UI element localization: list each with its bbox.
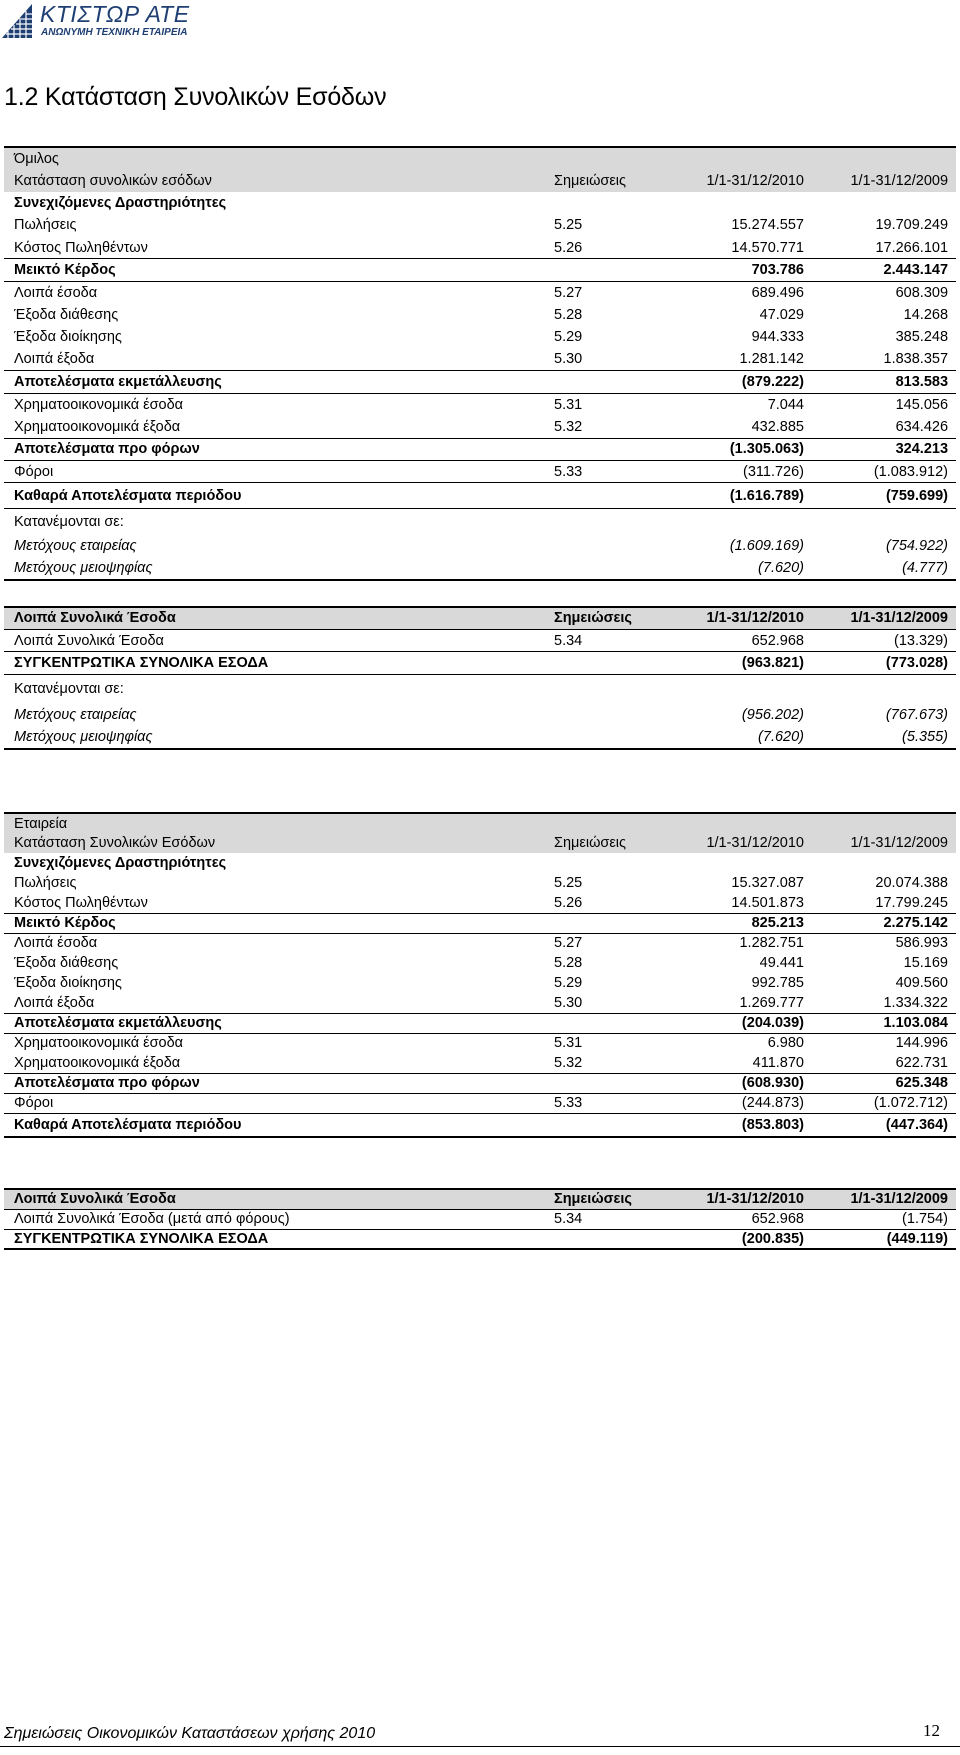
company-income-table — [4, 812, 956, 1138]
row-note: 5.30 — [554, 351, 583, 368]
row-label: Χρηματοοικονομικά έξοδα — [14, 418, 181, 435]
row-value-2010: 703.786 — [662, 259, 812, 281]
row-value-2010: 15.327.087 — [731, 875, 804, 891]
row-value-2009: (449.119) — [812, 1229, 956, 1249]
row-label: Χρηματοοικονομικά έξοδα — [14, 1054, 181, 1071]
row-value-2009: (13.329) — [812, 629, 956, 651]
header-cell: Κατάσταση συνολικών εσόδων — [4, 169, 544, 191]
company-name: ΚΤΙΣΤΩΡ ΑΤΕ — [40, 1, 190, 27]
company-title: Εταιρεία — [4, 813, 956, 833]
row-label: Αποτελέσματα εκμετάλλευσης — [4, 371, 544, 393]
row-label: Πωλήσεις — [14, 217, 77, 234]
row-value-2009: 1.838.357 — [883, 351, 949, 368]
row-note — [544, 535, 662, 557]
row-value-2009: 144.996 — [812, 1033, 956, 1053]
row-note: 5.33 — [544, 1093, 662, 1113]
table-row — [4, 933, 956, 953]
row-value-2010: (200.835) — [662, 1229, 812, 1249]
row-label: Λοιπά έσοδα — [4, 281, 544, 303]
row-label: Κόστος Πωληθέντων — [14, 894, 148, 911]
row-value-2009: 19.709.249 — [875, 217, 949, 234]
table-row — [4, 629, 956, 651]
row-note — [544, 1073, 662, 1093]
row-note: 5.29 — [554, 975, 583, 991]
row-value-2009: (1.072.712) — [812, 1093, 956, 1113]
table-row — [4, 1013, 956, 1033]
row-value-2009: 409.560 — [895, 975, 948, 991]
row-note: 5.28 — [554, 955, 583, 971]
row-value-2010: 825.213 — [662, 913, 812, 933]
row-value-2010: 6.980 — [662, 1033, 812, 1053]
row-note: 5.34 — [544, 629, 662, 651]
row-value-2010: 1.281.142 — [739, 351, 804, 368]
row-note: 5.31 — [544, 1033, 662, 1053]
company-header — [0, 0, 960, 44]
row-value-2009: 813.583 — [812, 371, 956, 393]
row-value-2010: 14.501.873 — [731, 894, 804, 911]
row-note — [544, 557, 662, 579]
table-row — [4, 973, 956, 993]
row-label: Μεικτό Κέρδος — [4, 913, 544, 933]
row-value-2009: 622.731 — [895, 1054, 948, 1071]
header-cell: Λοιπά Συνολικά Έσοδα — [4, 1189, 544, 1209]
row-value-2009: 17.799.245 — [875, 894, 948, 911]
table-row — [4, 652, 956, 674]
row-label: ΣΥΓΚΕΝΤΡΩΤΙΚΑ ΣΥΝΟΛΙΚΑ ΕΣΟΔΑ — [4, 1229, 544, 1249]
table-row — [4, 893, 956, 913]
section-label: Συνεχιζόμενες Δραστηριότητες — [14, 855, 227, 871]
table-row — [4, 214, 956, 236]
row-value-2010: 1.269.777 — [739, 994, 804, 1011]
row-value-2009: (754.922) — [885, 538, 949, 555]
row-value-2010: (1.616.789) — [662, 483, 812, 509]
row-value-2010: (608.930) — [662, 1073, 812, 1093]
section-label: Συνεχιζόμενες Δραστηριότητες — [14, 194, 227, 211]
row-label: Αποτελέσματα εκμετάλλευσης — [4, 1013, 544, 1033]
table-row — [4, 953, 956, 973]
table-row — [4, 1113, 956, 1137]
row-note: 5.32 — [554, 1054, 583, 1071]
row-value-2010: 411.870 — [752, 1054, 804, 1071]
row-value-2010: (853.803) — [662, 1113, 812, 1137]
table-row — [4, 1229, 956, 1249]
row-value-2009: 15.169 — [903, 955, 948, 971]
row-label: Λοιπά έξοδα — [14, 994, 95, 1011]
row-value-2009: 2.275.142 — [812, 913, 956, 933]
row-note — [544, 438, 662, 460]
row-label: Αποτελέσματα προ φόρων — [4, 438, 544, 460]
row-label: Φόροι — [4, 460, 544, 482]
allocated-label: Κατανέμονται σε: — [4, 509, 956, 535]
row-value-2010: 49.441 — [759, 955, 804, 971]
row-value-2009: 586.993 — [812, 933, 956, 953]
row-value-2009: 20.074.388 — [875, 875, 948, 891]
row-label: ΣΥΓΚΕΝΤΡΩΤΙΚΑ ΣΥΝΟΛΙΚΑ ΕΣΟΔΑ — [4, 652, 544, 674]
table-row — [4, 460, 956, 482]
header-cell: 1/1-31/12/2010 — [662, 607, 812, 629]
row-value-2010: (879.222) — [662, 371, 812, 393]
row-value-2010: 15.274.557 — [731, 217, 804, 234]
building-logo-icon — [2, 4, 32, 38]
row-value-2010: (244.873) — [662, 1093, 812, 1113]
row-value-2010: (311.726) — [662, 460, 812, 482]
header-cell: Λοιπά Συνολικά Έσοδα — [4, 607, 544, 629]
table-row — [4, 557, 956, 579]
row-value-2010: 1.282.751 — [662, 933, 812, 953]
row-note — [544, 727, 662, 749]
row-note — [544, 1229, 662, 1249]
row-value-2009: 1.103.084 — [812, 1013, 956, 1033]
row-value-2009: 1.334.322 — [883, 994, 948, 1011]
row-value-2010: (963.821) — [662, 652, 812, 674]
table-row — [4, 1209, 956, 1229]
allocated-label-row — [4, 674, 956, 704]
row-value-2010: (1.609.169) — [729, 538, 804, 555]
row-note: 5.26 — [554, 894, 583, 911]
row-label: Έξοδα διάθεσης — [14, 955, 119, 971]
row-value-2009: 2.443.147 — [812, 259, 956, 281]
row-label: Έξοδα διοίκησης — [14, 329, 122, 346]
table-row — [4, 326, 956, 348]
table-row — [4, 535, 956, 557]
row-note: 5.34 — [544, 1209, 662, 1229]
allocated-label: Κατανέμονται σε: — [4, 674, 956, 704]
row-value-2009: 634.426 — [895, 418, 949, 435]
row-label: Μετόχους εταιρείας — [14, 707, 137, 724]
table-row — [4, 704, 956, 726]
header-cell: Σημειώσεις — [544, 1189, 662, 1209]
row-value-2009: 385.248 — [895, 329, 949, 346]
header-cell: Σημειώσεις — [544, 169, 662, 191]
row-value-2010: (1.305.063) — [662, 438, 812, 460]
row-value-2009: (1.083.912) — [812, 460, 956, 482]
row-value-2009: 608.309 — [812, 281, 956, 303]
group-oci-header-row — [4, 607, 956, 629]
row-value-2010: 432.885 — [751, 418, 804, 435]
row-label: Έξοδα διοίκησης — [14, 975, 122, 991]
page-number: 12 — [923, 1721, 940, 1740]
row-label: Μεικτό Κέρδος — [4, 259, 544, 281]
row-value-2010: 7.044 — [662, 393, 812, 415]
table-row — [4, 259, 956, 281]
table-row — [4, 873, 956, 893]
table-row — [4, 416, 956, 438]
row-note — [544, 259, 662, 281]
table-row — [4, 1053, 956, 1073]
table-row — [4, 993, 956, 1013]
row-note: 5.28 — [554, 306, 583, 323]
row-label: Λοιπά έσοδα — [4, 933, 544, 953]
company-oci-header-row — [4, 1189, 956, 1209]
row-value-2009: (759.699) — [812, 483, 956, 509]
row-value-2009: (4.777) — [812, 557, 956, 579]
row-note — [544, 652, 662, 674]
row-note — [544, 371, 662, 393]
group-income-header-row — [4, 169, 956, 191]
row-note — [544, 1113, 662, 1137]
row-note: 5.29 — [554, 329, 583, 346]
row-value-2010: (956.202) — [741, 707, 804, 724]
row-label: Λοιπά Συνολικά Έσοδα — [4, 629, 544, 651]
row-value-2010: 652.968 — [662, 629, 812, 651]
row-value-2010: 14.570.771 — [731, 239, 804, 256]
footer-text: Σημειώσεις Οικονομικών Καταστάσεων χρήσης 2010 — [4, 1725, 376, 1742]
company-title-row — [4, 813, 956, 833]
row-label: Χρηματοοικονομικά έσοδα — [4, 393, 544, 415]
row-note: 5.33 — [544, 460, 662, 482]
row-label: Αποτελέσματα προ φόρων — [4, 1073, 544, 1093]
row-value-2010: (204.039) — [662, 1013, 812, 1033]
table-row — [4, 237, 956, 259]
table-row — [4, 727, 956, 749]
row-label: Καθαρά Αποτελέσματα περιόδου — [4, 1113, 544, 1137]
row-label: Κόστος Πωληθέντων — [14, 239, 148, 256]
row-label: Λοιπά έξοδα — [14, 351, 95, 368]
header-cell: 1/1-31/12/2009 — [812, 1189, 956, 1209]
row-value-2010: 689.496 — [662, 281, 812, 303]
section-row — [4, 853, 956, 873]
table-row — [4, 1073, 956, 1093]
row-value-2009: (5.355) — [812, 727, 956, 749]
row-value-2010: 992.785 — [751, 975, 804, 991]
group-title-row — [4, 147, 956, 169]
group-income-table — [4, 146, 956, 581]
header-cell: Σημειώσεις — [544, 833, 662, 853]
row-value-2009: 14.268 — [903, 306, 949, 323]
header-cell: 1/1-31/12/2009 — [812, 169, 956, 191]
row-note: 5.27 — [544, 281, 662, 303]
row-note: 5.32 — [554, 418, 583, 435]
company-subtitle: ΑΝΩΝΥΜΗ ΤΕΧΝΙΚΗ ΕΤΑΙΡΕΙΑ — [41, 27, 188, 38]
row-note: 5.31 — [544, 393, 662, 415]
row-note: 5.27 — [544, 933, 662, 953]
page-title: 1.2 Κατάσταση Συνολικών Εσόδων — [4, 83, 387, 111]
header-cell: Σημειώσεις — [544, 607, 662, 629]
row-note — [544, 483, 662, 509]
table-row — [4, 1033, 956, 1053]
header-cell: 1/1-31/12/2010 — [662, 169, 812, 191]
row-value-2010: 652.968 — [662, 1209, 812, 1229]
row-label: Μετόχους μειοψηφίας — [4, 727, 544, 749]
row-value-2009: (773.028) — [812, 652, 956, 674]
row-label: Μετόχους μειοψηφίας — [4, 557, 544, 579]
row-note: 5.26 — [554, 239, 583, 256]
row-label: Μετόχους εταιρείας — [14, 538, 137, 555]
row-value-2009: 625.348 — [812, 1073, 956, 1093]
row-value-2010: (7.620) — [662, 557, 812, 579]
row-value-2010: (7.620) — [662, 727, 812, 749]
row-note: 5.30 — [554, 994, 583, 1011]
row-note: 5.25 — [554, 875, 583, 891]
allocated-label-row — [4, 509, 956, 535]
section-row — [4, 192, 956, 214]
row-note — [544, 1013, 662, 1033]
table-row — [4, 438, 956, 460]
row-value-2009: (767.673) — [885, 707, 948, 724]
table-row — [4, 281, 956, 303]
footer-divider — [0, 1746, 960, 1747]
company-income-header-row — [4, 833, 956, 853]
group-title: Όμιλος — [4, 147, 956, 169]
company-oci-table — [4, 1188, 956, 1250]
row-label: Χρηματοοικονομικά έσοδα — [4, 1033, 544, 1053]
header-cell: 1/1-31/12/2010 — [662, 833, 812, 853]
row-value-2010: 47.029 — [759, 306, 804, 323]
header-cell: 1/1-31/12/2010 — [662, 1189, 812, 1209]
group-oci-table — [4, 606, 956, 750]
row-note — [544, 913, 662, 933]
table-row — [4, 1093, 956, 1113]
row-value-2009: 17.266.101 — [875, 239, 949, 256]
table-row — [4, 483, 956, 509]
header-cell: Κατάσταση Συνολικών Εσόδων — [4, 833, 544, 853]
row-value-2010: 944.333 — [751, 329, 804, 346]
table-row — [4, 913, 956, 933]
row-label: Λοιπά Συνολικά Έσοδα (μετά από φόρους) — [4, 1209, 544, 1229]
row-value-2009: (447.364) — [812, 1113, 956, 1137]
table-row — [4, 371, 956, 393]
header-cell: 1/1-31/12/2009 — [812, 833, 956, 853]
row-label: Έξοδα διάθεσης — [14, 306, 119, 323]
row-note: 5.25 — [554, 217, 583, 234]
table-row — [4, 393, 956, 415]
row-label: Πωλήσεις — [14, 875, 77, 891]
row-note — [544, 704, 662, 726]
header-cell: 1/1-31/12/2009 — [812, 607, 956, 629]
table-row — [4, 349, 956, 371]
row-label: Καθαρά Αποτελέσματα περιόδου — [4, 483, 544, 509]
row-label: Φόροι — [4, 1093, 544, 1113]
row-value-2009: 145.056 — [812, 393, 956, 415]
row-value-2009: 324.213 — [812, 438, 956, 460]
row-value-2009: (1.754) — [812, 1209, 956, 1229]
table-row — [4, 304, 956, 326]
